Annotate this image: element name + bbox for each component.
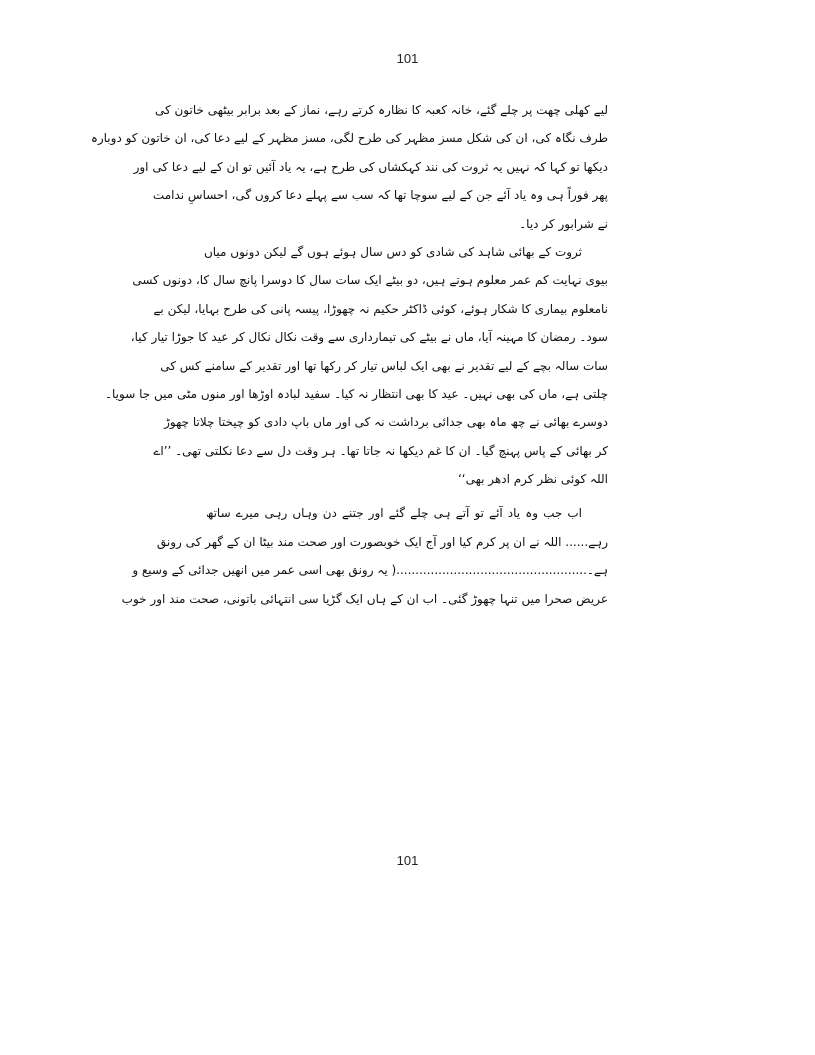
document-body (90, 96, 608, 613)
text-line: رہے...... اللہ نے ان پر کرم کیا اور آج ایک خوبصورت اور صحت مند بیٹا ان کے گھر کی رونق (156, 534, 608, 549)
page-number-bottom: 101 (396, 853, 419, 868)
paragraph-1 (90, 96, 608, 238)
text-line: سود۔ رمضان کا مہینہ آیا، ماں نے بیٹے کی تیمارداری سے وقت نکال نکال کر عید کا جوڑا تیار کیا، (130, 330, 608, 345)
text-line: عریض صحرا میں تنہا چھوڑ گئی۔ اب ان کے ہاں ایک گڑیا سی انتہائی باتونی، صحت مند اور خوب (121, 591, 608, 606)
text-line: سات سالہ بچے کے لیے تقدیر نے بھی ایک لباس تیار کر رکھا تھا اور تقدیر کے سامنے کس کی (160, 358, 608, 373)
text-line: اللہ کوئی نظر کرم ادھر بھی‘‘ (457, 472, 608, 487)
text-line: ثروت کے بھائی شاہد کی شادی کو دس سال ہوئے ہوں گے لیکن دونوں میاں (203, 244, 582, 259)
page-number-top: 101 (396, 51, 419, 66)
paragraph-3 (121, 499, 608, 613)
text-line: دوسرے بھائی نے چھ ماہ بھی جدائی برداشت نہ کی اور ماں باپ دادی کو چیختا چلاتا چھوڑ (164, 415, 608, 430)
paragraph-2 (104, 238, 608, 494)
text-line: بیوی نہایت کم عمر معلوم ہوتے ہیں، دو بیٹے ایک سات سال کا دوسرا پانچ سال کا، دونوں کسی (132, 273, 608, 288)
text-line: کر بھائی کے پاس پہنچ گیا۔ ان کا غم دیکھا نہ جاتا تھا۔ ہر وقت دل سے دعا نکلتی تھی۔ ’’اے (153, 443, 608, 458)
text-line: چلتی ہے، ماں کی بھی نہیں۔ عید کا بھی انتظار نہ کیا۔ سفید لبادہ اوڑھا اور منوں مٹی میں جا سویا۔ (104, 386, 608, 401)
text-line: نامعلوم بیماری کا شکار ہوئے، کوئی ڈاکٹر حکیم نہ چھوڑا، پیسہ پانی کی طرح بہایا، لیکن بے (153, 301, 608, 316)
text-line: پھر فوراً ہی وہ یاد آئے جن کے لیے سوچا تھا کہ سب سے پہلے دعا کروں گی، احساسِ ندامت (152, 188, 608, 203)
text-line: طرف نگاہ کی، ان کی شکل مسز مظہر کی طرح لگی، مسز مظہر کے لیے دعا کی، ان خاتون کو دوبارہ (90, 131, 608, 146)
text-line: ہے۔..................................................( یہ رونق بھی اسی عمر میں انھیں جدائی کے وسیع و (132, 563, 608, 578)
text-line: دیکھا تو کہا کہ نہیں یہ ثروت کی نند کہکشاں کی طرح ہے، یہ یاد آئیں تو ان کے لیے دعا کی اور (133, 159, 608, 174)
text-line: لیے کھلی چھت پر چلے گئے، خانہ کعبہ کا نظارہ کرتے رہے، نماز کے بعد برابر بیٹھی خاتون کی (154, 103, 608, 117)
text-line: نے شرابور کر دیا۔ (519, 216, 608, 231)
text-line: اب جب وہ یاد آئے تو آتے ہی چلے گئے اور جتنے دن وہاں رہی میرے ساتھ (206, 506, 582, 521)
